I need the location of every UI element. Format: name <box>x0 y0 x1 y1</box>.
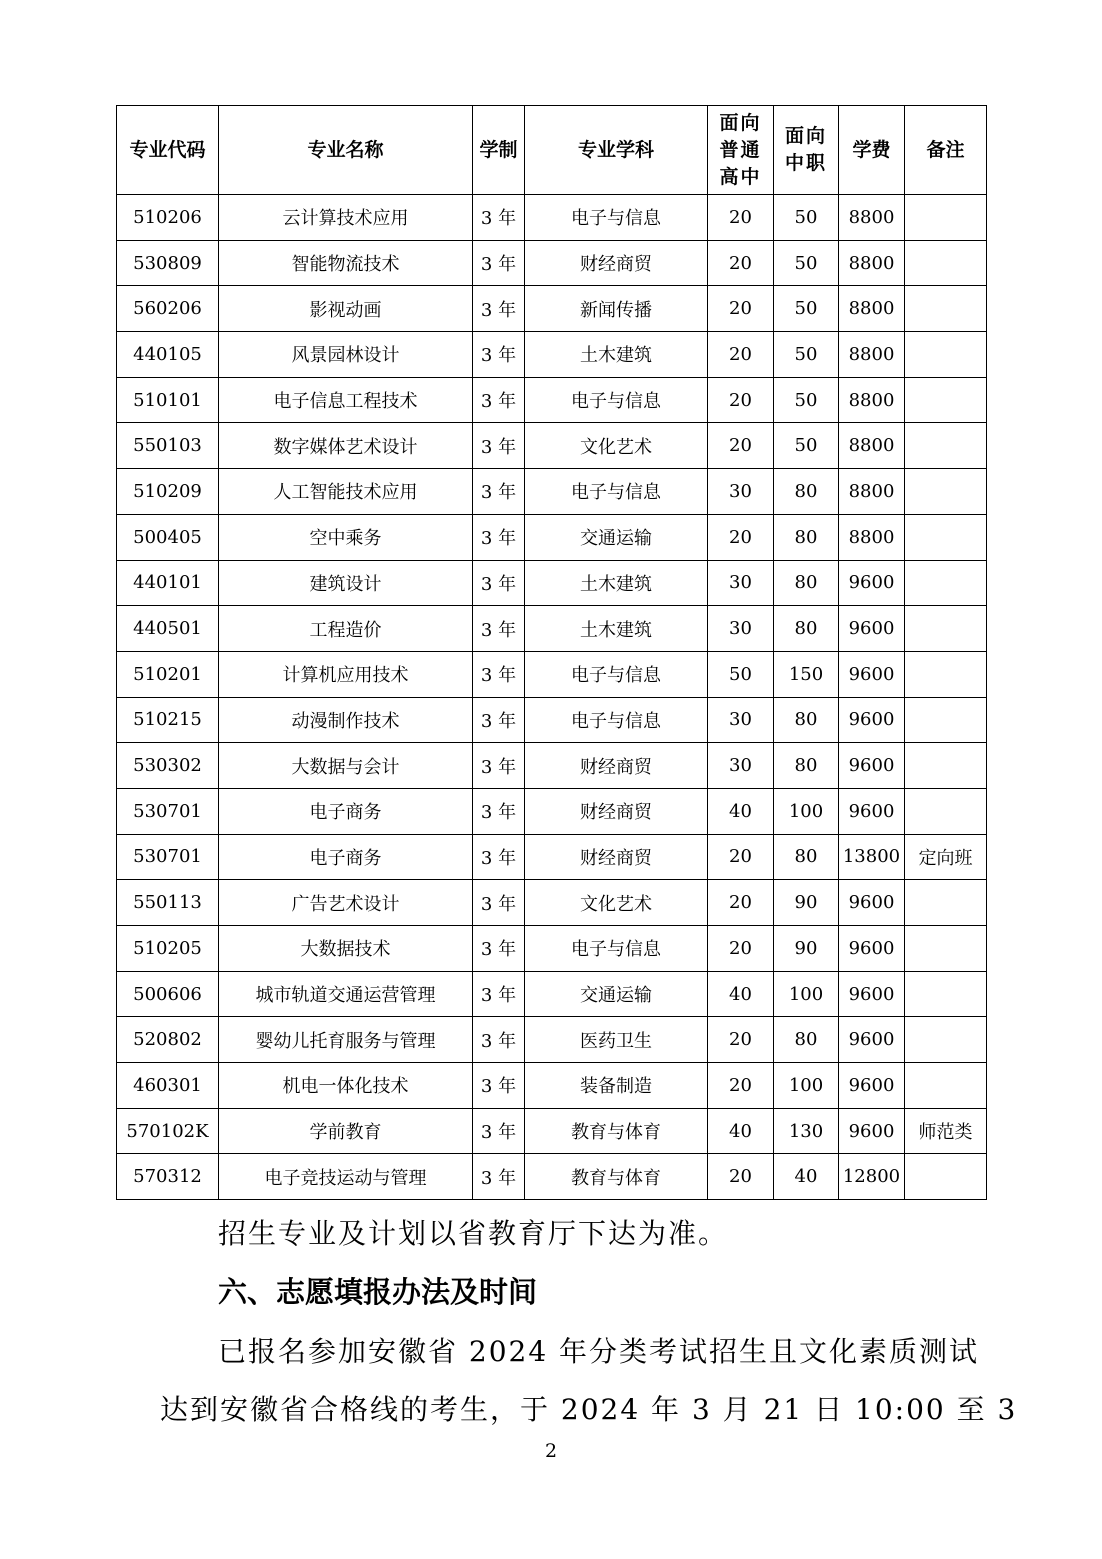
cell-fee: 9600 <box>839 1063 905 1109</box>
cell-vocational-quota: 80 <box>774 834 839 880</box>
cell-high-school-quota: 20 <box>708 423 774 469</box>
cell-note <box>905 697 987 743</box>
cell-name: 风景园林设计 <box>219 332 473 378</box>
header-fee: 学费 <box>839 106 905 195</box>
header-note: 备注 <box>905 106 987 195</box>
cell-code: 550113 <box>117 880 219 926</box>
cell-code: 510205 <box>117 926 219 972</box>
cell-fee: 9600 <box>839 926 905 972</box>
cell-code: 510101 <box>117 377 219 423</box>
cell-high-school-quota: 30 <box>708 560 774 606</box>
cell-name: 影视动画 <box>219 286 473 332</box>
cell-years: 3 年 <box>473 469 525 515</box>
cell-years: 3 年 <box>473 195 525 241</box>
table-row <box>117 606 987 652</box>
cell-code: 510215 <box>117 697 219 743</box>
cell-note <box>905 606 987 652</box>
cell-subject: 教育与体育 <box>525 1108 708 1154</box>
cell-note <box>905 514 987 560</box>
cell-vocational-quota: 80 <box>774 743 839 789</box>
cell-fee: 8800 <box>839 240 905 286</box>
cell-vocational-quota: 80 <box>774 469 839 515</box>
cell-vocational-quota: 50 <box>774 377 839 423</box>
cell-subject: 教育与体育 <box>525 1154 708 1200</box>
table-row <box>117 423 987 469</box>
cell-high-school-quota: 40 <box>708 788 774 834</box>
cell-years: 3 年 <box>473 1108 525 1154</box>
cell-code: 530701 <box>117 834 219 880</box>
cell-note <box>905 1017 987 1063</box>
cell-vocational-quota: 50 <box>774 195 839 241</box>
cell-code: 570312 <box>117 1154 219 1200</box>
cell-high-school-quota: 50 <box>708 651 774 697</box>
cell-high-school-quota: 20 <box>708 514 774 560</box>
paragraph-line-1: 已报名参加安徽省 2024 年分类考试招生且文化素质测试 <box>218 1335 980 1368</box>
cell-subject: 交通运输 <box>525 514 708 560</box>
cell-name: 城市轨道交通运营管理 <box>219 971 473 1017</box>
cell-years: 3 年 <box>473 377 525 423</box>
cell-name: 学前教育 <box>219 1108 473 1154</box>
cell-note <box>905 332 987 378</box>
cell-fee: 8800 <box>839 514 905 560</box>
cell-name: 机电一体化技术 <box>219 1063 473 1109</box>
cell-vocational-quota: 100 <box>774 788 839 834</box>
cell-high-school-quota: 20 <box>708 880 774 926</box>
cell-vocational-quota: 90 <box>774 926 839 972</box>
cell-fee: 8800 <box>839 195 905 241</box>
cell-years: 3 年 <box>473 1154 525 1200</box>
table-row <box>117 1063 987 1109</box>
cell-high-school-quota: 30 <box>708 743 774 789</box>
cell-fee: 9600 <box>839 788 905 834</box>
cell-high-school-quota: 20 <box>708 286 774 332</box>
cell-high-school-quota: 20 <box>708 240 774 286</box>
cell-code: 440101 <box>117 560 219 606</box>
cell-high-school-quota: 20 <box>708 926 774 972</box>
cell-vocational-quota: 150 <box>774 651 839 697</box>
cell-code: 510209 <box>117 469 219 515</box>
cell-code: 530302 <box>117 743 219 789</box>
cell-subject: 医药卫生 <box>525 1017 708 1063</box>
cell-code: 500405 <box>117 514 219 560</box>
cell-name: 大数据与会计 <box>219 743 473 789</box>
enrollment-plan-table <box>116 105 987 1200</box>
cell-fee: 9600 <box>839 697 905 743</box>
table-row <box>117 560 987 606</box>
cell-high-school-quota: 30 <box>708 697 774 743</box>
cell-note <box>905 240 987 286</box>
cell-code: 550103 <box>117 423 219 469</box>
table-row <box>117 697 987 743</box>
page-number: 2 <box>544 1440 558 1462</box>
header-name: 专业名称 <box>219 106 473 195</box>
cell-years: 3 年 <box>473 332 525 378</box>
cell-vocational-quota: 100 <box>774 971 839 1017</box>
cell-vocational-quota: 80 <box>774 606 839 652</box>
cell-high-school-quota: 20 <box>708 195 774 241</box>
cell-subject: 财经商贸 <box>525 743 708 789</box>
cell-name: 空中乘务 <box>219 514 473 560</box>
header-high-school-label: 面向普通高中 <box>719 111 762 188</box>
cell-high-school-quota: 20 <box>708 1154 774 1200</box>
table-row <box>117 1017 987 1063</box>
cell-name: 电子竞技运动与管理 <box>219 1154 473 1200</box>
cell-fee: 8800 <box>839 469 905 515</box>
cell-note <box>905 1063 987 1109</box>
cell-name: 智能物流技术 <box>219 240 473 286</box>
cell-code: 460301 <box>117 1063 219 1109</box>
cell-subject: 土木建筑 <box>525 606 708 652</box>
cell-subject: 文化艺术 <box>525 880 708 926</box>
header-years: 学制 <box>473 106 525 195</box>
cell-fee: 12800 <box>839 1154 905 1200</box>
cell-years: 3 年 <box>473 926 525 972</box>
cell-note <box>905 788 987 834</box>
cell-name: 动漫制作技术 <box>219 697 473 743</box>
table-row <box>117 377 987 423</box>
table-row <box>117 469 987 515</box>
cell-years: 3 年 <box>473 788 525 834</box>
header-high-school <box>708 106 774 195</box>
cell-name: 计算机应用技术 <box>219 651 473 697</box>
cell-subject: 电子与信息 <box>525 697 708 743</box>
header-code: 专业代码 <box>117 106 219 195</box>
table-row <box>117 514 987 560</box>
cell-fee: 8800 <box>839 423 905 469</box>
cell-code: 530701 <box>117 788 219 834</box>
cell-code: 440105 <box>117 332 219 378</box>
cell-years: 3 年 <box>473 514 525 560</box>
cell-high-school-quota: 20 <box>708 377 774 423</box>
cell-years: 3 年 <box>473 1017 525 1063</box>
table-body <box>117 195 987 1200</box>
cell-years: 3 年 <box>473 971 525 1017</box>
note-line: 招生专业及计划以省教育厅下达为准。 <box>218 1217 729 1250</box>
cell-high-school-quota: 40 <box>708 971 774 1017</box>
cell-fee: 9600 <box>839 880 905 926</box>
cell-name: 数字媒体艺术设计 <box>219 423 473 469</box>
cell-fee: 9600 <box>839 743 905 789</box>
cell-code: 560206 <box>117 286 219 332</box>
cell-note <box>905 286 987 332</box>
cell-note <box>905 469 987 515</box>
cell-high-school-quota: 30 <box>708 606 774 652</box>
cell-fee: 9600 <box>839 651 905 697</box>
cell-note <box>905 423 987 469</box>
cell-name: 电子商务 <box>219 834 473 880</box>
cell-name: 建筑设计 <box>219 560 473 606</box>
cell-note <box>905 1154 987 1200</box>
cell-code: 510201 <box>117 651 219 697</box>
table-row <box>117 834 987 880</box>
cell-subject: 交通运输 <box>525 971 708 1017</box>
cell-vocational-quota: 80 <box>774 697 839 743</box>
cell-code: 570102K <box>117 1108 219 1154</box>
header-subject: 专业学科 <box>525 106 708 195</box>
table-row <box>117 651 987 697</box>
cell-fee: 9600 <box>839 606 905 652</box>
cell-high-school-quota: 20 <box>708 1017 774 1063</box>
cell-code: 510206 <box>117 195 219 241</box>
cell-subject: 电子与信息 <box>525 377 708 423</box>
cell-subject: 电子与信息 <box>525 469 708 515</box>
header-vocational-label: 面向中职 <box>784 125 827 174</box>
table-row <box>117 971 987 1017</box>
cell-vocational-quota: 80 <box>774 1017 839 1063</box>
cell-name: 广告艺术设计 <box>219 880 473 926</box>
cell-name: 婴幼儿托育服务与管理 <box>219 1017 473 1063</box>
cell-years: 3 年 <box>473 651 525 697</box>
table-row <box>117 880 987 926</box>
cell-high-school-quota: 40 <box>708 1108 774 1154</box>
cell-fee: 9600 <box>839 971 905 1017</box>
cell-note <box>905 560 987 606</box>
table-row <box>117 195 987 241</box>
cell-note: 师范类 <box>905 1108 987 1154</box>
cell-note <box>905 651 987 697</box>
table-row <box>117 332 987 378</box>
cell-years: 3 年 <box>473 834 525 880</box>
cell-vocational-quota: 80 <box>774 514 839 560</box>
cell-name: 云计算技术应用 <box>219 195 473 241</box>
cell-vocational-quota: 130 <box>774 1108 839 1154</box>
paragraph-line-2: 达到安徽省合格线的考生，于 2024 年 3 月 21 日 10:00 至 3 <box>160 1393 1018 1426</box>
cell-code: 530809 <box>117 240 219 286</box>
cell-years: 3 年 <box>473 1063 525 1109</box>
cell-subject: 土木建筑 <box>525 560 708 606</box>
cell-fee: 9600 <box>839 1108 905 1154</box>
cell-fee: 9600 <box>839 560 905 606</box>
cell-years: 3 年 <box>473 423 525 469</box>
cell-subject: 财经商贸 <box>525 240 708 286</box>
table-header-row <box>117 106 987 195</box>
table-row <box>117 1108 987 1154</box>
cell-code: 520802 <box>117 1017 219 1063</box>
cell-years: 3 年 <box>473 606 525 652</box>
cell-note <box>905 880 987 926</box>
cell-name: 大数据技术 <box>219 926 473 972</box>
table-row <box>117 1154 987 1200</box>
cell-name: 人工智能技术应用 <box>219 469 473 515</box>
cell-note <box>905 195 987 241</box>
cell-subject: 电子与信息 <box>525 651 708 697</box>
cell-high-school-quota: 30 <box>708 469 774 515</box>
cell-code: 500606 <box>117 971 219 1017</box>
cell-subject: 财经商贸 <box>525 834 708 880</box>
cell-note <box>905 926 987 972</box>
cell-name: 电子商务 <box>219 788 473 834</box>
cell-fee: 8800 <box>839 377 905 423</box>
cell-high-school-quota: 20 <box>708 834 774 880</box>
cell-high-school-quota: 20 <box>708 1063 774 1109</box>
cell-years: 3 年 <box>473 286 525 332</box>
cell-subject: 财经商贸 <box>525 788 708 834</box>
cell-code: 440501 <box>117 606 219 652</box>
cell-fee: 9600 <box>839 1017 905 1063</box>
cell-vocational-quota: 50 <box>774 332 839 378</box>
cell-years: 3 年 <box>473 880 525 926</box>
cell-vocational-quota: 80 <box>774 560 839 606</box>
cell-vocational-quota: 40 <box>774 1154 839 1200</box>
table-row <box>117 240 987 286</box>
cell-vocational-quota: 50 <box>774 286 839 332</box>
table-row <box>117 743 987 789</box>
cell-years: 3 年 <box>473 240 525 286</box>
cell-subject: 电子与信息 <box>525 195 708 241</box>
cell-subject: 新闻传播 <box>525 286 708 332</box>
cell-vocational-quota: 50 <box>774 423 839 469</box>
cell-years: 3 年 <box>473 697 525 743</box>
header-vocational <box>774 106 839 195</box>
cell-years: 3 年 <box>473 560 525 606</box>
cell-name: 电子信息工程技术 <box>219 377 473 423</box>
cell-note <box>905 743 987 789</box>
section-heading: 六、志愿填报办法及时间 <box>218 1275 538 1309</box>
cell-note: 定向班 <box>905 834 987 880</box>
cell-high-school-quota: 20 <box>708 332 774 378</box>
cell-subject: 土木建筑 <box>525 332 708 378</box>
cell-fee: 13800 <box>839 834 905 880</box>
table-row <box>117 788 987 834</box>
table-row <box>117 286 987 332</box>
table-row <box>117 926 987 972</box>
cell-fee: 8800 <box>839 332 905 378</box>
cell-name: 工程造价 <box>219 606 473 652</box>
cell-subject: 电子与信息 <box>525 926 708 972</box>
cell-note <box>905 377 987 423</box>
cell-fee: 8800 <box>839 286 905 332</box>
cell-vocational-quota: 90 <box>774 880 839 926</box>
cell-subject: 装备制造 <box>525 1063 708 1109</box>
cell-years: 3 年 <box>473 743 525 789</box>
cell-vocational-quota: 100 <box>774 1063 839 1109</box>
cell-subject: 文化艺术 <box>525 423 708 469</box>
cell-vocational-quota: 50 <box>774 240 839 286</box>
cell-note <box>905 971 987 1017</box>
